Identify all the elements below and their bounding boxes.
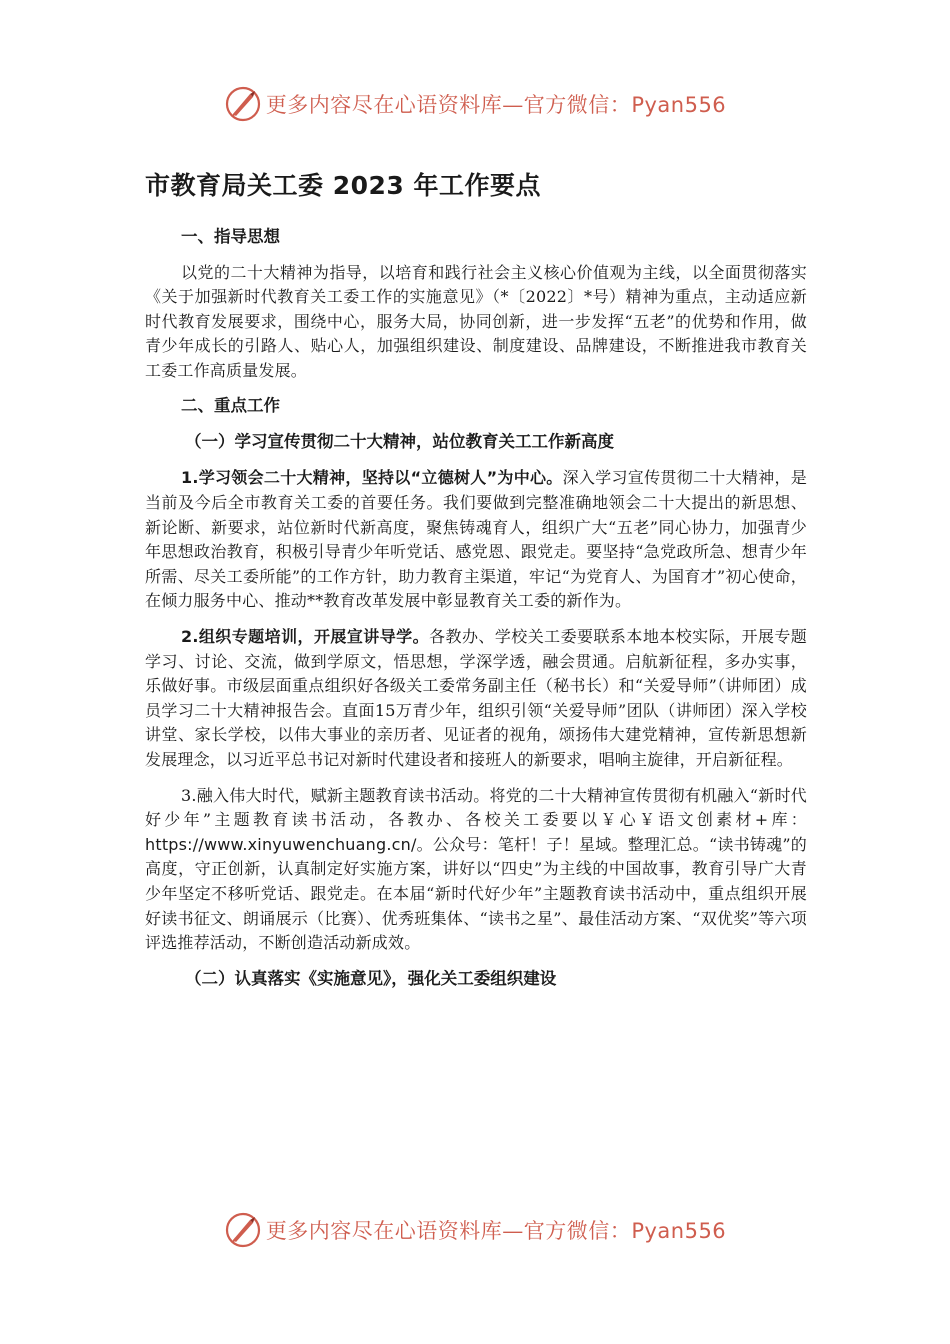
subsection-heading-1: （一）学习宣传贯彻二十大精神，站位教育关工工作新高度 (185, 432, 614, 452)
footer-banner (0, 1210, 950, 1250)
website-link[interactable]: https://www.xinyuwenchuang.cn/ (145, 834, 417, 854)
item-paragraph-2 (145, 625, 807, 773)
item-paragraph-3 (145, 784, 807, 956)
section-paragraph-guiding-thought: 以党的二十大精神为指导，以培育和践行社会主义核心价值观为主线，以全面贯彻落实《关于加强新时代教育关工委工作的实施意见》（*〔2022〕*号）精神为重点，主动适应新时代教育发展要求，围绕中心，服务大局，协同创新，进一步发挥“五老”的优势和作用，做青少年成长的引路人、贴心人，加强组织建设、制度建设、品牌建设，不断推进我市教育关工委工作高质量发展。 (145, 262, 807, 380)
section-heading-guiding-thought: 一、指导思想 (181, 226, 280, 246)
quill-pen-icon (224, 1211, 262, 1249)
quill-pen-icon (224, 85, 262, 123)
banner-text: 更多内容尽在心语资料库—官方微信：Pyan556 (265, 1219, 727, 1243)
item-lead-2: 2.组织专题培训，开展宣讲导学。 (181, 627, 430, 647)
item-paragraph-1 (145, 466, 807, 614)
document-title: 市教育局关工委 2023 年工作要点 (145, 171, 541, 200)
wechat-id: Pyan556 (631, 1219, 727, 1243)
header-banner (0, 84, 950, 124)
item-body-2: 各教办、学校关工委要联系本地本校实际，开展专题学习、讨论、交流，做到学原文，悟思想，学深学透，融会贯通。启航新征程，多办实事，乐做好事。市级层面重点组织好各级关工委常务副主任（秘书长）和“关爱导师”（讲师团）成员学习二十大精神报告会。直面15万青少年，组织引领“关爱导师”团队（讲师团）深入学校讲堂、家长学校，以伟大事业的亲历者、见证者的视角，颂扬伟大建党精神，宣传新思想新发展理念，以习近平总书记对新时代建设者和接班人的新要求，唱响主旋律，开启新征程。 (145, 627, 807, 769)
item-lead-1: 1.学习领会二十大精神，坚持以“立德树人”为中心。 (181, 468, 563, 488)
section-heading-key-work: 二、重点工作 (181, 396, 280, 416)
subsection-heading-2: （二）认真落实《实施意见》，强化关工委组织建设 (185, 968, 557, 988)
wechat-id: Pyan556 (631, 93, 727, 117)
item-body-3b: 。公众号：笔杆！子！星域。整理汇总。“读书铸魂”的高度，守正创新，认真制定好实施方案，讲好以“四史”为主线的中国故事，教育引导广大青少年坚定不移听党话、跟党走。在本届“新时代好少年”主题教育读书活动中，重点组织开展好读书征文、朗诵展示（比赛）、优秀班集体、“读书之星”、最佳活动方案、“双优奖”等六项评选推荐活动，不断创造活动新成效。 (145, 834, 807, 953)
item-body-3a: 赋新主题教育读书活动。将党的二十大精神宣传贯彻有机融入“新时代好少年”主题教育读书活动，各教办、各校关工委要以￥心￥语文创素材+库： (145, 785, 807, 830)
item-lead-3: 3.融入伟大时代， (181, 785, 311, 805)
item-body-1: 深入学习宣传贯彻二十大精神，是当前及今后全市教育关工委的首要任务。我们要做到完整准确地领会二十大提出的新思想、新论断、新要求，站位新时代新高度，聚焦铸魂育人，组织广大“五老”同心协力，加强青少年思想政治教育，积极引导青少年听党话、感党恩、跟党走。要坚持“急党政所急、想青少年所需、尽关工委所能”的工作方针，助力教育主渠道，牢记“为党育人、为国育才”初心使命，在倾力服务中心、推动**教育改革发展中彰显教育关工委的新作为。 (145, 468, 807, 611)
document-body (145, 170, 807, 1003)
banner-text: 更多内容尽在心语资料库—官方微信：Pyan556 (265, 93, 727, 117)
